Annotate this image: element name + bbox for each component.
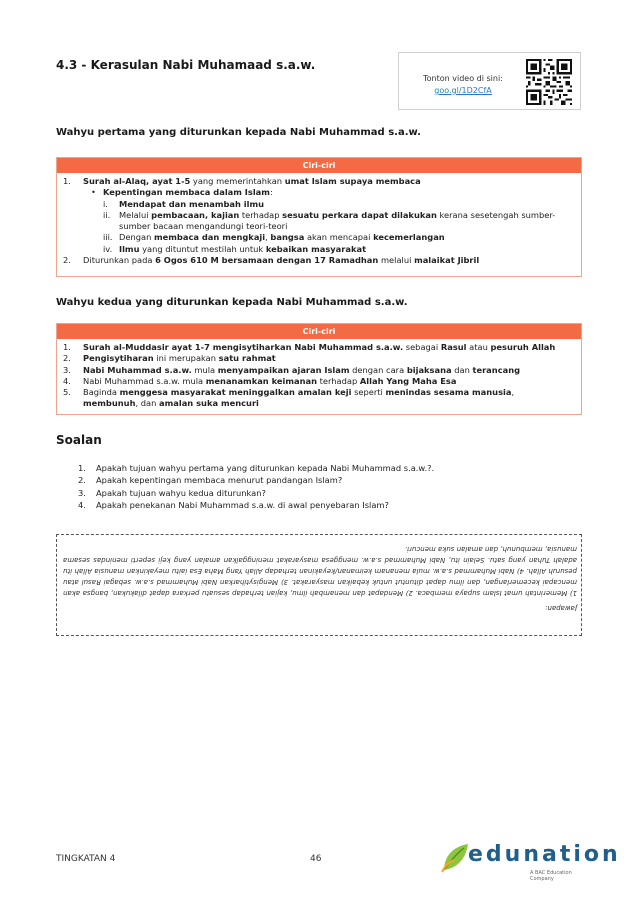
answer-label: Jawapan: [545, 604, 577, 612]
page-number: 46 [310, 854, 322, 864]
page-title: 4.3 - Kerasulan Nabi Muhamaad s.a.w. [56, 58, 316, 72]
answer-upside-down [63, 543, 577, 613]
list-item: iv. Ilmu yang dituntut mestilah untuk kebaikan masyarakat [103, 243, 367, 254]
list-item: 1. Surah al-Alaq, ayat 1-5 yang memerintahkan umat Islam supaya membaca [63, 176, 421, 186]
ciri-ciri-table-2 [56, 323, 582, 415]
table-header: Ciri-ciri [57, 324, 581, 339]
edunation-logo [440, 840, 621, 882]
list-item: 3. Nabi Muhammad s.a.w. mula menyampaikan ajaran Islam dengan cara bijaksana dan terancang [63, 364, 521, 375]
list-item: iii. Dengan membaca dan mengkaji, bangsa akan mencapai kecemerlangan [103, 232, 445, 243]
list-item: 2. Pengisytiharan ini merupakan satu rahmat [63, 353, 276, 364]
ciri-ciri-table-1 [56, 157, 582, 277]
answer-text: 1) Memerintah umat Islam supaya membaca. 2) Mendapat dan menambah ilmu, kajian terhadap sesuatu perkara dapat dilakukan, bangsa akan mencapai kecemerlangan, dan ilmu dapat dituntut untuk kebaikan masyarakat. 3) Mengisytiharkan Nabi Muhammad s.a.w. sebagai Rasul atau pesuruh Allah. 4) Nabi Muhammad s.a.w. mula menanam keimanan/keyakinan terhadap Allah Yang Maha Esa iaitu meyakinkan manusia Allah itu adalah Tuhan yang satu. Selain itu, Nabi Muhammad s.a.w. menggesa masyarakat meninggalkan amalan yang keji seperti menindas sesama manusia, membunuh, dan amalan suka mencuri. [63, 545, 577, 597]
section-heading-wahyu-kedua: Wahyu kedua yang diturunkan kepada Nabi Muhammad s.a.w. [56, 297, 408, 308]
table-body [57, 173, 581, 268]
list-item-continuation: sumber bacaan mengandungi teori-teori [119, 221, 288, 232]
list-item: ii. Melalui pembacaan, kajian terhadap sesuatu perkara dapat dilakukan kerana sesetengah sumber- [103, 209, 556, 220]
soalan-heading: Soalan [56, 433, 102, 447]
logo-wordmark: edunation [468, 842, 621, 867]
section-heading-wahyu-pertama: Wahyu pertama yang diturunkan kepada Nabi Muhammad s.a.w. [56, 127, 421, 138]
video-link[interactable]: goo.gl/1D2CfA [434, 86, 492, 95]
question-item: 3. Apakah tujuan wahyu kedua diturunkan? [78, 487, 266, 498]
video-callout [398, 52, 581, 110]
list-item: 5. Baginda menggesa masyarakat meninggalkan amalan keji seperti menindas sesama manusia, membunuh, dan amalan suka mencuri [63, 387, 515, 409]
video-label: Tonton video di sini: [423, 74, 503, 83]
list-item: 4. Nabi Muhammad s.a.w. mula menanamkan keimanan terhadap Allah Yang Maha Esa [63, 375, 457, 386]
question-item: 2. Apakah kepentingan membaca menurut pandangan Islam? [78, 475, 343, 486]
footer-form-label: TINGKATAN 4 [56, 854, 116, 864]
list-item: i. Mendapat dan menambah ilmu [103, 198, 265, 209]
list-item: 1. Surah al-Muddasir ayat 1-7 mengisytiharkan Nabi Muhammad s.a.w. sebagai Rasul atau pesuruh Allah [63, 342, 556, 352]
list-item: 2. Diturunkan pada 6 Ogos 610 M bersamaan dengan 17 Ramadhan melalui malaikat Jibril [63, 255, 480, 266]
table-header: Ciri-ciri [57, 158, 581, 173]
logo-tagline: A BAC Education Company [530, 870, 572, 882]
question-item: 4. Apakah penekanan Nabi Muhammad s.a.w. di awal penyebaran Islam? [78, 500, 389, 511]
table-body [57, 339, 581, 412]
list-item: • Kepentingan membaca dalam Islam: [91, 187, 273, 198]
question-item: 1. Apakah tujuan wahyu pertama yang diturunkan kepada Nabi Muhammad s.a.w.?. [78, 463, 435, 473]
video-text [413, 73, 513, 97]
leaf-icon [440, 840, 470, 874]
question-list [78, 462, 434, 512]
answer-box [56, 534, 582, 636]
qr-code-icon[interactable] [526, 59, 572, 105]
